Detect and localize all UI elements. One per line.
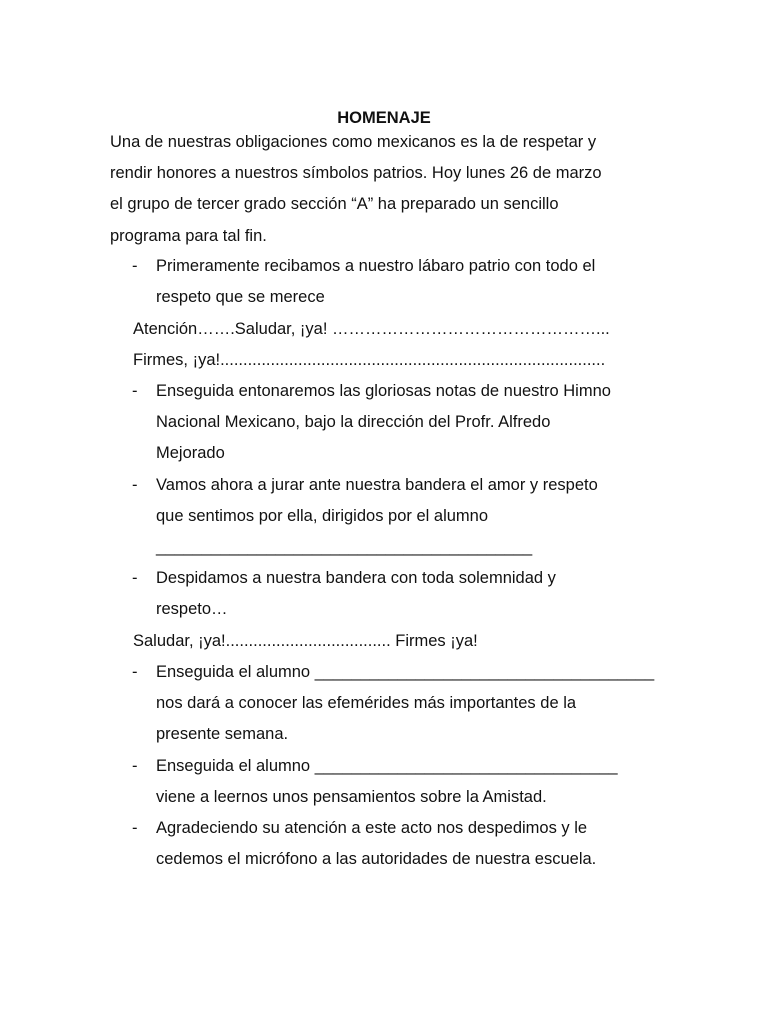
command-saludar-firmes: Saludar, ¡ya!.................................... Firmes ¡ya!	[133, 632, 478, 650]
list-item-line: nos dará a conocer las efemérides más importantes de la	[156, 694, 577, 712]
intro-line-1: Una de nuestras obligaciones como mexicanos es la de respetar y	[110, 133, 597, 151]
list-item-bullet: -	[132, 569, 138, 587]
list-item-line: Vamos ahora a jurar ante nuestra bandera el amor y respeto	[156, 476, 598, 494]
list-item-bullet: -	[132, 257, 138, 275]
list-item-line: respeto…	[156, 600, 228, 618]
intro-line-2: rendir honores a nuestros símbolos patrios. Hoy lunes 26 de marzo	[110, 164, 602, 182]
command-firmes: Firmes, ¡ya!....................................................................................	[133, 351, 606, 369]
list-item-line: Enseguida entonaremos las gloriosas notas de nuestro Himno	[156, 382, 611, 400]
intro-line-3: el grupo de tercer grado sección “A” ha preparado un sencillo	[110, 195, 559, 213]
list-item-line: Despidamos a nuestra bandera con toda solemnidad y	[156, 569, 556, 587]
list-item-line: que sentimos por ella, dirigidos por el alumno	[156, 507, 489, 525]
list-item-line: Enseguida el alumno _________________________________	[156, 757, 618, 775]
list-item-line: Primeramente recibamos a nuestro lábaro patrio con todo el	[156, 257, 596, 275]
document-title: HOMENAJE	[337, 109, 431, 127]
list-item-bullet: -	[132, 382, 138, 400]
list-item-line: cedemos el micrófono a las autoridades de nuestra escuela.	[156, 850, 597, 868]
intro-line-4: programa para tal fin.	[110, 227, 267, 245]
list-item-line: Nacional Mexicano, bajo la dirección del Profr. Alfredo	[156, 413, 551, 431]
list-item-bullet: -	[132, 757, 138, 775]
list-item-line: Enseguida el alumno _____________________________________	[156, 663, 655, 681]
list-item-line: viene a leernos unos pensamientos sobre la Amistad.	[156, 788, 547, 806]
list-item-bullet: -	[132, 476, 138, 494]
list-item-line: Mejorado	[156, 444, 225, 462]
list-item-line: respeto que se merece	[156, 288, 325, 306]
list-item-bullet: -	[132, 663, 138, 681]
list-item-line: Agradeciendo su atención a este acto nos despedimos y le	[156, 819, 588, 837]
name-blank-line: _________________________________________	[156, 538, 533, 556]
list-item-line: presente semana.	[156, 725, 289, 743]
list-item-bullet: -	[132, 819, 138, 837]
command-atencion: Atención…….Saludar, ¡ya! …………………………………………...	[133, 320, 610, 338]
